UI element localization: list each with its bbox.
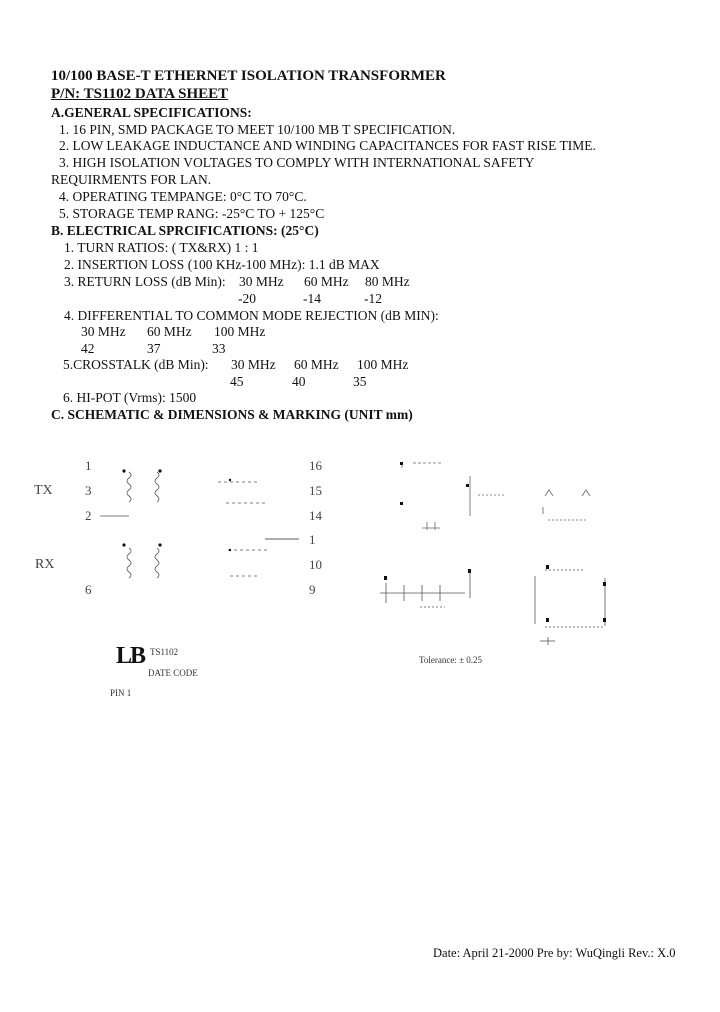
crosstalk-freq: 100 MHz (357, 357, 409, 372)
tx-label: TX (34, 483, 53, 498)
pin-number: 2 (85, 508, 92, 523)
return-loss-value: -20 (238, 291, 256, 306)
rx-label: RX (35, 557, 55, 572)
package-marks (400, 462, 469, 505)
package-top-view (402, 462, 505, 530)
cmr-value: 37 (147, 341, 161, 356)
marking-part-number: TS1102 (150, 647, 179, 657)
marking-date-code: DATE CODE (148, 668, 198, 678)
section-c-heading: C. SCHEMATIC & DIMENSIONS & MARKING (UNIT mm) (51, 407, 413, 422)
logo: LB (116, 643, 145, 669)
return-loss-freq: 60 MHz (304, 274, 349, 289)
return-loss-value: -14 (303, 291, 321, 306)
page-title: 10/100 BASE-T ETHERNET ISOLATION TRANSFORMER (51, 68, 446, 84)
spec-item: 4. OPERATING TEMPANGE: 0°C TO 70°C. (59, 189, 307, 204)
pin-number: 6 (85, 582, 92, 597)
hipot: 6. HI-POT (Vrms): 1500 (63, 390, 197, 405)
cmr-label: 4. DIFFERENTIAL TO COMMON MODE REJECTION (dB MIN): (64, 308, 439, 323)
rx-primary-coil (127, 548, 131, 578)
return-loss-freq: 80 MHz (365, 274, 410, 289)
pin-number: 15 (309, 483, 322, 498)
pin-number: 10 (309, 557, 322, 572)
return-loss-value: -12 (364, 291, 382, 306)
crosstalk-value: 35 (353, 374, 367, 389)
footer-info: Date: April 21-2000 Pre by: WuQingli Rev.: X.0 (433, 946, 676, 960)
return-loss-freq: 30 MHz (239, 274, 284, 289)
pin-number: 3 (85, 483, 92, 498)
transformer-schematic (100, 472, 299, 578)
return-loss-label: 3. RETURN LOSS (dB Min): (64, 274, 226, 289)
pin-number: 1 (309, 532, 316, 547)
spec-item: 5. STORAGE TEMP RANG: -25°C TO + 125°C (59, 206, 325, 221)
package-front-view (380, 570, 605, 645)
spec-item: 1. 16 PIN, SMD PACKAGE TO MEET 10/100 MB T SPECIFICATION. (59, 122, 456, 137)
tx-secondary-coil (155, 472, 159, 502)
turn-ratio: 1. TURN RATIOS: ( TX&RX) 1 : 1 (64, 240, 259, 255)
tolerance-note: Tolerance: ± 0.25 (419, 655, 483, 665)
crosstalk-label: 5.CROSSTALK (dB Min): (63, 357, 209, 372)
crosstalk-value: 40 (292, 374, 306, 389)
cmr-freq: 100 MHz (214, 324, 266, 339)
part-number: P/N: TS1102 DATA SHEET (51, 86, 229, 102)
tx-primary-coil (127, 472, 131, 502)
cmr-freq: 30 MHz (81, 324, 126, 339)
section-a-heading: A.GENERAL SPECIFICATIONS: (51, 105, 252, 120)
spec-item: 2. LOW LEAKAGE INDUCTANCE AND WINDING CAPACITANCES FOR FAST RISE TIME. (59, 138, 596, 153)
spec-item: 3. HIGH ISOLATION VOLTAGES TO COMPLY WITH INTERNATIONAL SAFETY (59, 155, 535, 170)
pin-number: 1 (85, 458, 92, 473)
section-b-heading: B. ELECTRICAL SPRCIFICATIONS: (25°C) (51, 223, 319, 238)
cmr-freq: 60 MHz (147, 324, 192, 339)
cmr-value: 33 (212, 341, 226, 356)
spec-item: REQUIRMENTS FOR LAN. (51, 172, 212, 187)
dimension-arrows (384, 565, 606, 622)
pin-number: 16 (309, 458, 322, 473)
pin-side-view (543, 490, 590, 520)
polarity-dots (122, 469, 231, 551)
crosstalk-freq: 60 MHz (294, 357, 339, 372)
pin-number: 14 (309, 508, 322, 523)
insertion-loss: 2. INSERTION LOSS (100 KHz-100 MHz): 1.1 dB MAX (64, 257, 380, 272)
crosstalk-freq: 30 MHz (231, 357, 276, 372)
crosstalk-value: 45 (230, 374, 244, 389)
marking-pin-note: PIN 1 (110, 688, 132, 698)
pin-number: 9 (309, 582, 316, 597)
rx-secondary-coil (155, 548, 159, 578)
cmr-value: 42 (81, 341, 95, 356)
